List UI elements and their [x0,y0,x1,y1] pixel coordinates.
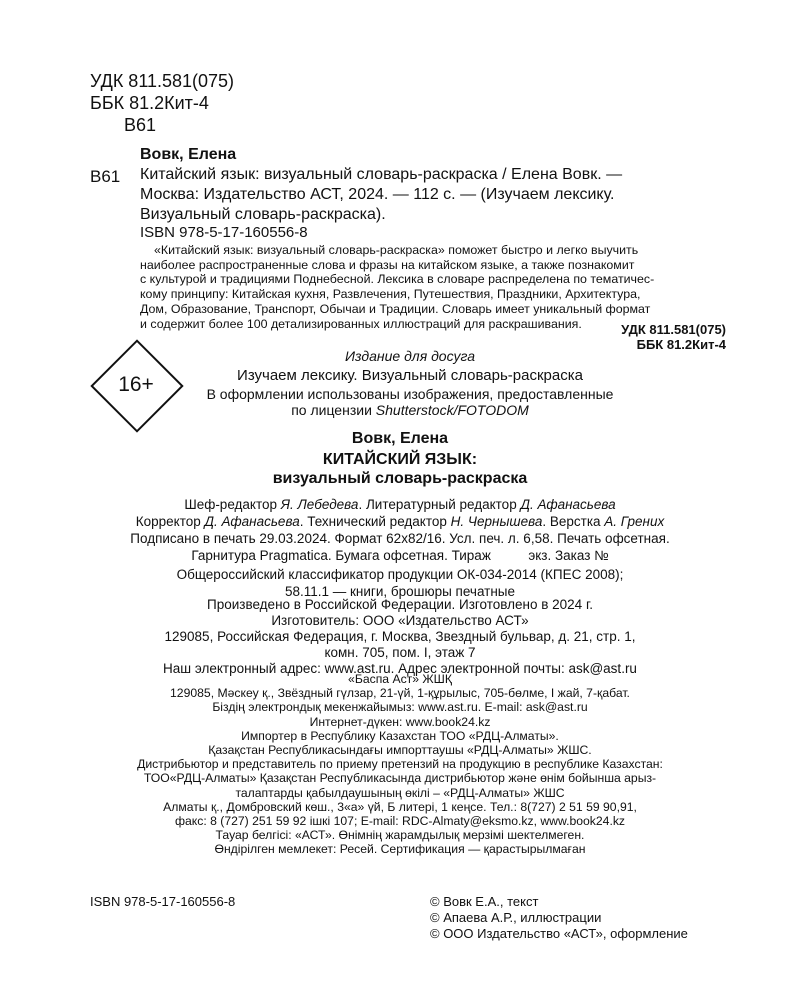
manufacturer-info [0,597,800,677]
tech-editor-name: Н. Чернышева [450,514,543,529]
annotation-line: с культурой и традициями Поднебесной. Лексика в словаре распределена по тематичес- [140,272,655,287]
image-credits-line: В оформлении использованы изображения, предоставленные [206,386,614,402]
manufacturer-line: комн. 705, пом. I, этаж 7 [324,645,476,660]
print-info-line: Подписано в печать 29.03.2024. Формат 62x82/16. Усл. печ. л. 6,58. Печать офсетная. [130,531,670,546]
kz-line: талаптарды қабылдаушының өкілі – «РДЦ-Алматы» ЖШС [235,785,565,800]
image-credits [190,386,630,418]
annotation-line: кому принципу: Китайская кухня, Развлечения, Путешествия, Праздники, Архитектура, [140,287,641,302]
proofreader-name: Д. Афанасьева [204,514,300,529]
book-author: Вовк, Елена [351,430,449,447]
layout-name: А. Грених [604,514,665,529]
staff-line [0,496,800,513]
image-credits-line [190,402,630,418]
print-info-line: Гарнитура Pragmatica. Бумага офсетная. Тираж экз. Заказ № [191,548,609,563]
layout-label: . Верстка [542,514,605,529]
manufacturer-line: Наш электронный адрес: www.ast.ru. Адрес электронной почты: ask@ast.ru [163,661,637,676]
kazakhstan-info [0,672,800,857]
annotation-line: и содержит более 100 детализированных иллюстраций для раскрашивания. [140,316,582,331]
manufacturer-line: 129085, Российская Федерация, г. Москва, Звездный бульвар, д. 21, стр. 1, [164,629,636,644]
kz-line: 129085, Мәскеу қ., Звёздный гүлзар, 21-үй, 1-құрылыс, 705-бөлме, I жай, 7-қабат. [170,686,630,701]
isbn-bottom: ISBN 978-5-17-160556-8 [90,894,236,909]
kz-line: Интернет-дүкен: www.book24.kz [309,714,491,729]
biblio-line: Визуальный словарь-раскраска). [140,206,386,223]
copyright-line: © Апаева А.Р., иллюстрации [430,910,602,925]
kz-line: Өндірілген мемлекет: Ресей. Сертификация — қарастырылмаған [214,842,586,857]
literary-editor-name: Д. Афанасьева [520,497,616,512]
kz-line: Дистрибьютор и представитель по приему претензий на продукцию в республике Казахстан: [137,757,663,772]
bibliographic-record [140,165,740,225]
manufacturer-line: Произведено в Российской Федерации. Изготовлено в 2024 г. [207,597,593,612]
series-name: Изучаем лексику. Визуальный словарь-раскраска [237,367,583,384]
copyright-line: © Вовк Е.А., текст [430,894,539,909]
license-source: Shutterstock/FOTODOM [375,402,529,418]
kz-line: ТОО«РДЦ-Алматы» Қазақстан Республикасында дистрибьютор және өнім бойынша арыз- [143,771,657,786]
age-rating-badge [93,342,179,428]
editorial-staff [0,496,800,530]
license-prefix: по лицензии [291,402,376,418]
biblio-line: Китайский язык: визуальный словарь-раскраска / Елена Вовк. — [140,166,623,183]
udk-code: УДК 811.581(075) [621,322,726,337]
copyright-line: © ООО Издательство «АСТ», оформление [430,926,688,941]
proofreader-label: Корректор [135,514,205,529]
bbk-code: ББК 81.2Кит-4 [636,337,726,352]
edition-type: Издание для досуга [345,348,475,364]
book-subtitle: визуальный словарь-раскраска [272,470,528,487]
kz-line: Қазақстан Республикасындағы импорттаушы «РДЦ-Алматы» ЖШС. [208,743,592,758]
annotation-line: «Китайский язык: визуальный словарь-раскраска» поможет быстро и легко выучить [154,243,639,257]
author-mark-code: В61 [124,115,157,135]
classification-codes-right [621,322,726,352]
literary-editor-label: . Литературный редактор [358,497,521,512]
chief-editor-label: Шеф-редактор [184,497,281,512]
annotation [140,243,738,331]
chief-editor-name: Я. Лебедева [280,497,359,512]
author-heading: Вовк, Елена [140,146,237,163]
age-rating-label: 16+ [118,373,154,396]
classification-codes [90,70,234,136]
kz-line: «Баспа Аст» ЖШҚ [348,672,452,686]
classifier-line: 58.11.1 — книги, брошюры печатные [284,584,516,599]
annotation-line: Дом, Образование, Транспорт, Обычаи и Традиции. Словарь имеет уникальный формат [140,301,651,316]
manufacturer-line: Изготовитель: ООО «Издательство АСТ» [271,613,529,628]
annotation-line: наиболее распространенные слова и фразы на китайском языке, а также познакомит [140,257,635,272]
kz-line: Импортер в Республику Казахстан ТОО «РДЦ-Алматы». [241,728,559,743]
book-title-main: КИТАЙСКИЙ ЯЗЫК: [322,451,478,468]
book-title [0,450,800,488]
product-classifier [0,566,800,600]
classifier-line: Общероссийский классификатор продукции ОК-034-2014 (КПЕС 2008); [176,567,624,582]
print-info [0,530,800,564]
bbk-code: ББК 81.2Кит-4 [90,93,209,113]
kz-line: Біздің электрондық мекенжайымыз: www.ast.ru. E-mail: ask@ast.ru [212,700,588,715]
author-mark-side: В61 [90,167,121,186]
kz-line: Тауар белгісі: «АСТ». Өнімнің жарамдылық мерзімі шектелмеген. [215,828,585,843]
tech-editor-label: . Технический редактор [299,514,451,529]
biblio-line: Москва: Издательство АСТ, 2024. — 112 с. — (Изучаем лексику. [140,186,615,203]
udk-code: УДК 811.581(075) [90,71,235,91]
kz-line: Алматы қ., Домбровский көш., 3«а» үй, Б литері, 1 кеңсе. Тел.: 8(727) 2 51 59 90,91, [163,799,637,814]
copyright-notice [430,894,688,942]
kz-line: факс: 8 (727) 251 59 92 ішкі 107; E-mail: RDC-Almaty@eksmo.kz, www.book24.kz [174,814,626,829]
isbn-top: ISBN 978-5-17-160556-8 [140,224,308,241]
staff-line [0,513,800,530]
